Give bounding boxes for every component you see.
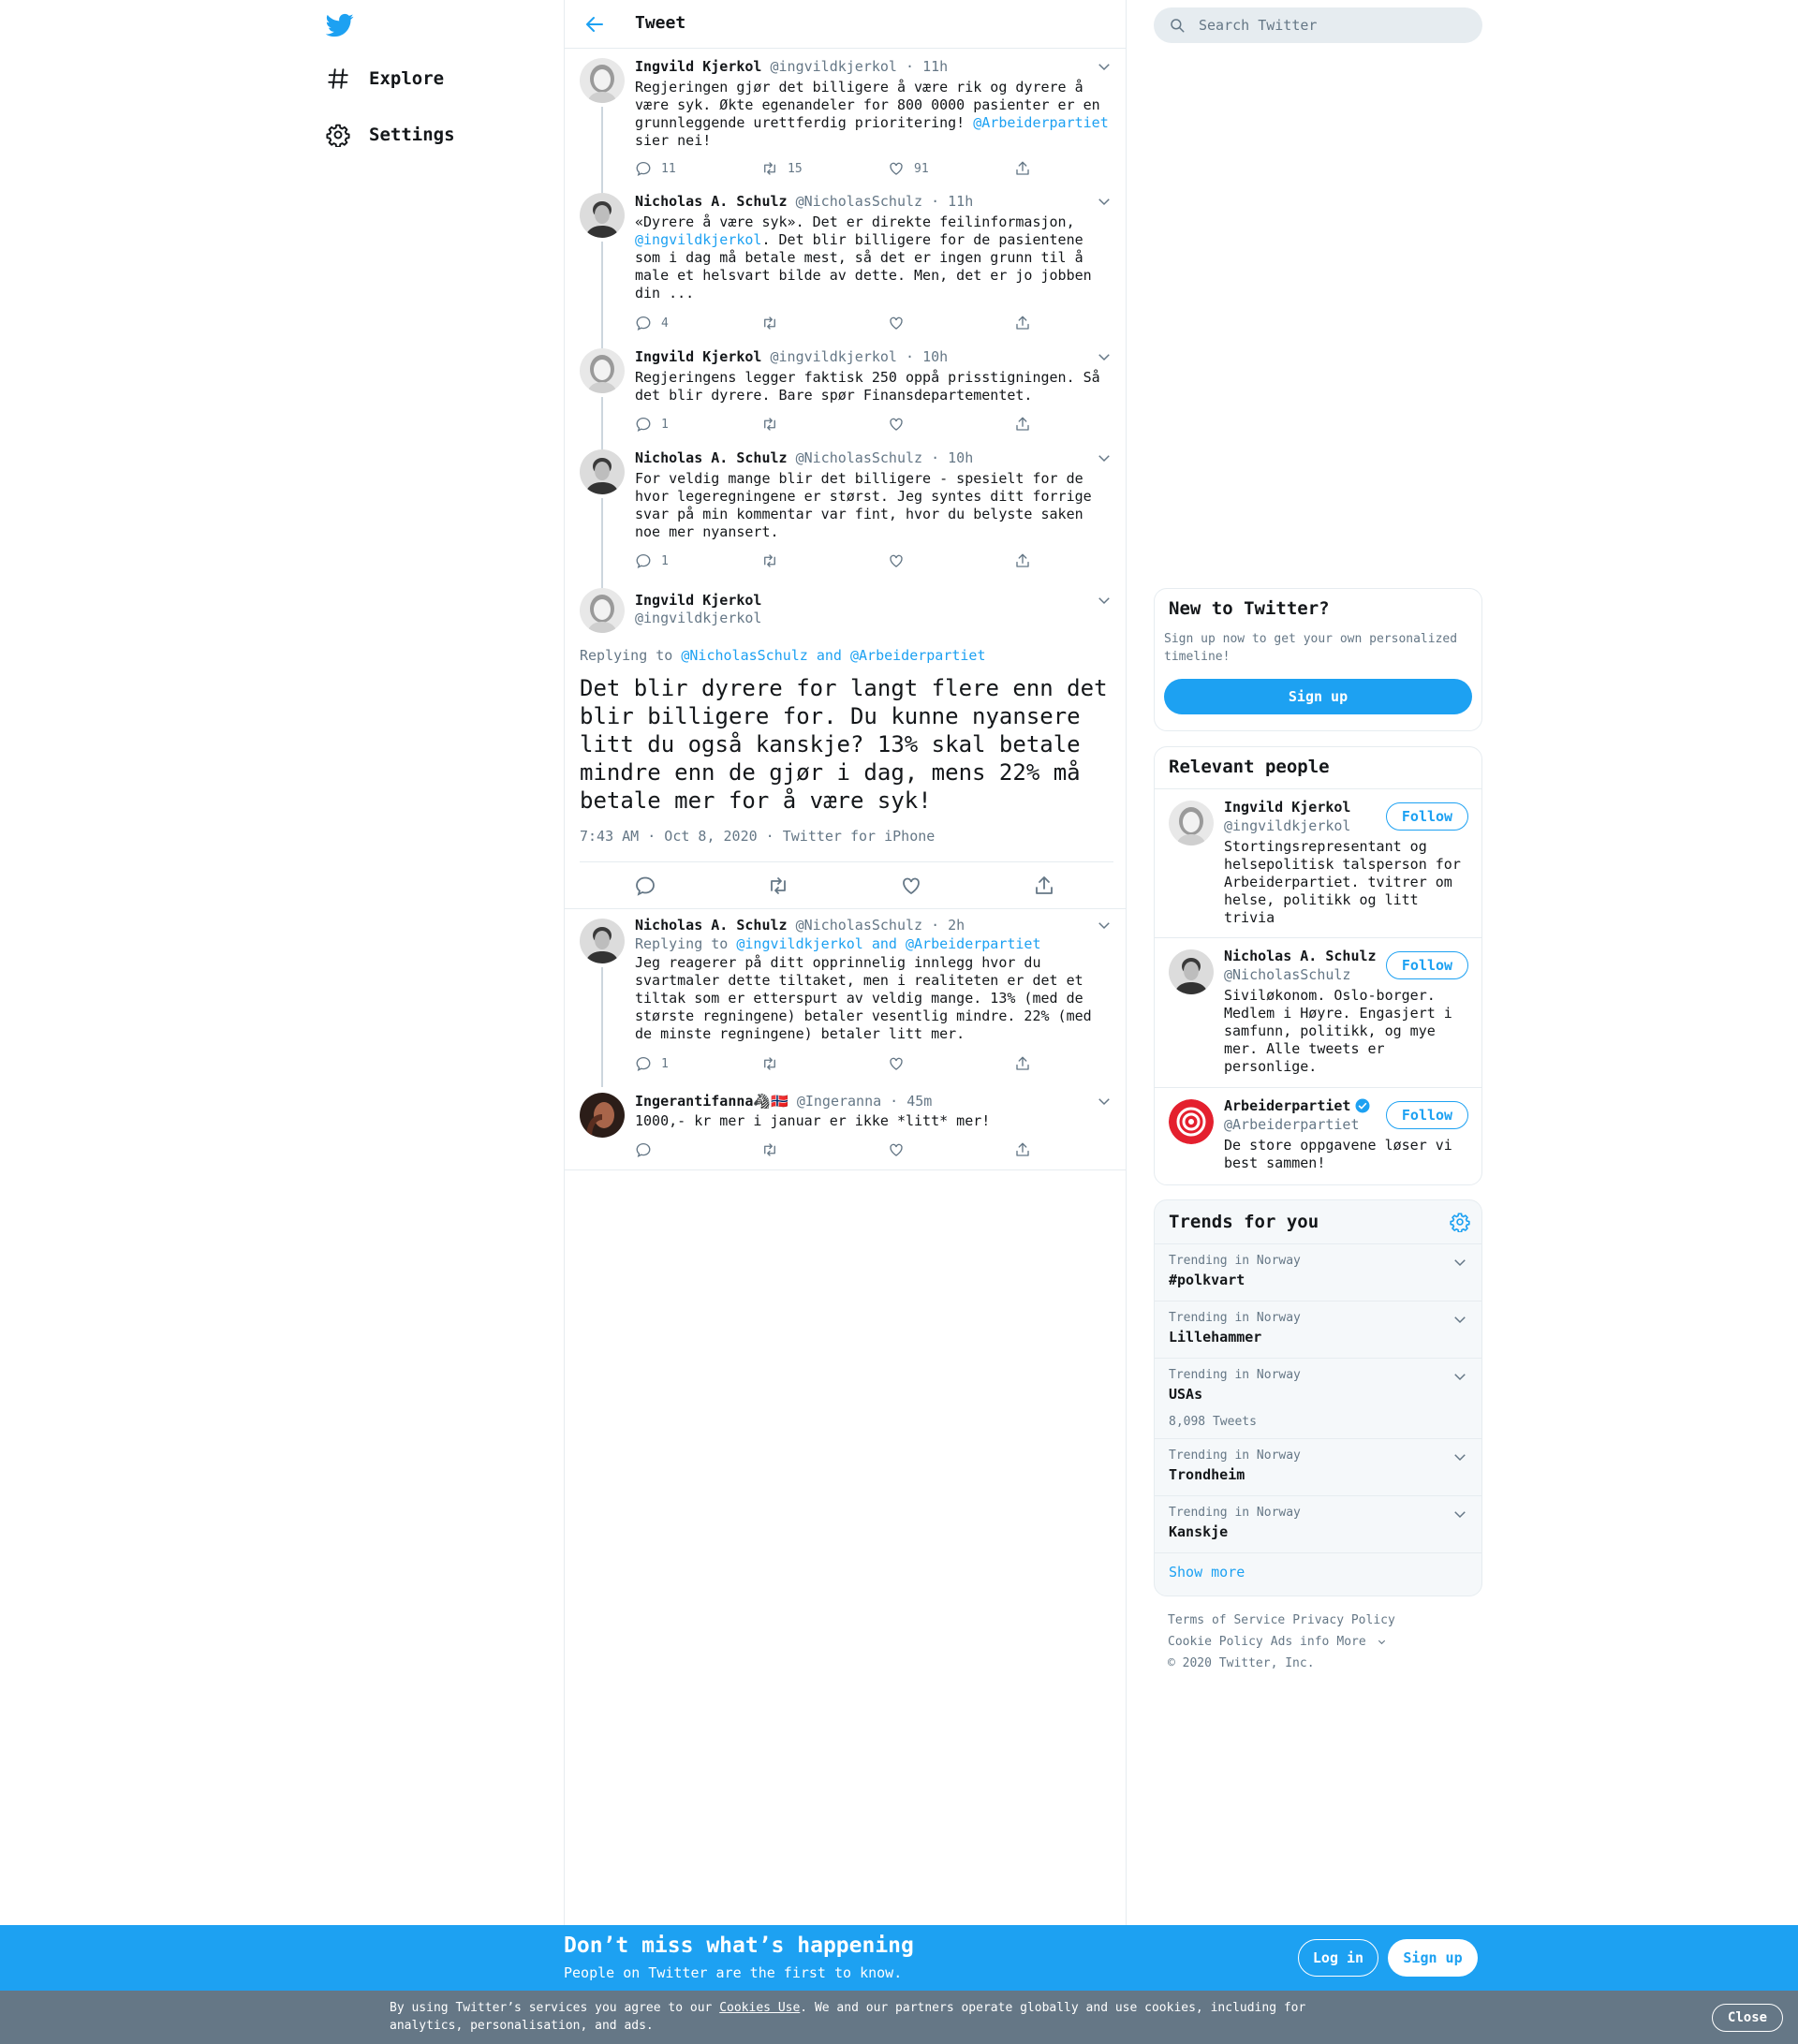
reply-tweet[interactable] <box>565 909 1126 1087</box>
focused-tweet-actions <box>580 861 1113 908</box>
cookie-consent-bar <box>0 1991 1798 2044</box>
card-title: Relevant people <box>1169 757 1330 777</box>
like-button[interactable] <box>888 416 905 433</box>
avatar[interactable] <box>1169 801 1214 846</box>
sign-up-button[interactable]: Sign up <box>1164 679 1472 714</box>
retweet-button[interactable] <box>761 416 778 433</box>
nav-explore-label: Explore <box>369 68 445 89</box>
heart-icon <box>888 160 905 177</box>
like-button[interactable] <box>888 315 905 331</box>
show-more-link[interactable]: Show more <box>1169 1564 1245 1581</box>
footer-link-cookie[interactable]: Cookie Policy <box>1168 1635 1263 1649</box>
focused-tweet-text: Det blir dyrere for langt flere enn det blir billigere for. Du kunne nyansere litt du også kanskje? 13% skal betale mindre enn de gjør i dag, mens 22% må betale mer for å være syk! <box>580 675 1108 814</box>
retweet-button[interactable] <box>761 315 778 331</box>
gear-icon[interactable] <box>1450 1212 1470 1232</box>
tweet-time[interactable]: 10h <box>922 348 949 365</box>
person-name[interactable]: Nicholas A. Schulz <box>1224 948 1377 964</box>
replying-to: Replying to @ingvildkjerkol and @Arbeiderpartiet <box>635 935 1041 952</box>
cookie-text: By using Twitter’s services you agree to our Cookies Use. We and our partners operate globally and use cookies, including for analytics, personalisation, and ads. <box>390 2001 1306 2033</box>
tweet-text: «Dyrere å være syk». Det er direkte feilinformasjon, @ingvildkjerkol. Det blir billigere for de pasientene som i dag må betale mest, så det er ingen grunn til å male et helsvart bilde av dette. Men, det er jo jobben din ... <box>635 213 1100 301</box>
mention-link[interactable]: @Arbeiderpartiet <box>906 935 1041 952</box>
tweet-time[interactable]: 11h <box>948 193 974 210</box>
author-handle[interactable]: @NicholasSchulz <box>795 449 923 466</box>
card-subtitle: Sign up now to get your own personalized timeline! <box>1164 632 1458 664</box>
tweet-timestamp: 7:43 AM · Oct 8, 2020 · Twitter for iPhone <box>580 828 936 845</box>
author-handle[interactable]: @ingvildkjerkol <box>635 610 762 626</box>
trend-name: USAs <box>1169 1386 1203 1403</box>
thread-connector <box>601 498 603 579</box>
author-name[interactable]: Ingerantifanna🦓🇳🇴 <box>635 1093 788 1110</box>
reply-button[interactable]: 11 <box>635 160 676 177</box>
author-handle[interactable]: @Ingeranna <box>796 1093 882 1110</box>
trend-item[interactable] <box>1155 1301 1481 1358</box>
copyright: © 2020 Twitter, Inc. <box>1168 1656 1315 1670</box>
heart-icon <box>888 1141 905 1158</box>
tweet-time[interactable]: 10h <box>948 449 974 466</box>
share-button[interactable] <box>1014 1141 1031 1158</box>
reply-icon <box>635 315 652 331</box>
author-handle[interactable]: @NicholasSchulz <box>795 917 923 934</box>
reply-icon <box>635 1141 652 1158</box>
search-icon <box>1169 17 1186 34</box>
trend-item[interactable] <box>1155 1358 1481 1438</box>
signup-prompt-bar <box>0 1925 1798 1991</box>
like-button[interactable] <box>888 1055 905 1072</box>
main-header <box>565 0 1126 49</box>
trend-item[interactable] <box>1155 1495 1481 1552</box>
tweet-source: Twitter for iPhone <box>782 828 936 845</box>
person-name[interactable]: Ingvild Kjerkol <box>1224 799 1351 816</box>
tweet-actions <box>635 1141 1038 1160</box>
replying-to: Replying to @NicholasSchulz and @Arbeiderpartiet <box>580 647 986 664</box>
share-button[interactable] <box>1014 552 1031 569</box>
share-icon <box>1014 552 1031 569</box>
avatar[interactable] <box>580 919 625 963</box>
heart-icon <box>888 416 905 433</box>
author-handle[interactable]: @NicholasSchulz <box>795 193 923 210</box>
tweet-actions <box>635 416 1038 434</box>
trend-context: Trending in Norway <box>1169 1506 1301 1520</box>
gear-icon <box>326 123 350 147</box>
chevron-down-icon[interactable] <box>1452 1506 1468 1522</box>
trend-item[interactable] <box>1155 1438 1481 1495</box>
tweet-actions <box>635 315 1038 333</box>
person-handle[interactable]: @Arbeiderpartiet <box>1224 1116 1360 1133</box>
trend-item[interactable] <box>1155 1243 1481 1301</box>
tweet-header: Ingvild Kjerkol @ingvildkjerkol · 11h <box>635 58 949 75</box>
footer-link-terms[interactable]: Terms of Service <box>1168 1613 1286 1627</box>
chevron-down-icon[interactable] <box>1452 1254 1468 1271</box>
share-button[interactable] <box>1014 1055 1031 1072</box>
card-title: New to Twitter? <box>1169 598 1330 619</box>
card-title: Trends for you <box>1169 1212 1319 1232</box>
search-input[interactable] <box>1199 7 1470 43</box>
chevron-down-icon[interactable] <box>1096 348 1113 365</box>
retweet-button[interactable]: 15 <box>761 160 803 177</box>
author-name[interactable]: Ingvild Kjerkol <box>635 348 762 365</box>
reply-icon[interactable] <box>634 875 656 897</box>
tweet-time[interactable]: 7:43 AM · Oct 8, 2020 <box>580 828 758 845</box>
chevron-down-icon[interactable] <box>1096 592 1113 609</box>
new-to-twitter-card <box>1154 588 1482 731</box>
reply-button[interactable]: 4 <box>635 315 669 331</box>
tweet-text: Regjeringens legger faktisk 250 oppå prisstigningen. Så det blir dyrere. Bare spør Finansdepartementet. <box>635 369 1109 404</box>
follow-button[interactable]: Follow <box>1386 802 1468 831</box>
share-icon <box>1014 160 1031 177</box>
avatar[interactable] <box>580 449 625 494</box>
reply-button[interactable]: 1 <box>635 416 669 433</box>
chevron-down-icon[interactable] <box>1452 1448 1468 1465</box>
trend-name: Trondheim <box>1169 1466 1245 1483</box>
avatar[interactable] <box>580 1093 625 1138</box>
trend-context: Trending in Norway <box>1169 1368 1301 1382</box>
thread-connector <box>601 397 603 440</box>
mention-link[interactable]: @ingvildkjerkol <box>736 935 863 952</box>
retweet-icon <box>761 1141 778 1158</box>
chevron-down-icon[interactable] <box>1096 449 1113 466</box>
avatar[interactable] <box>580 58 625 103</box>
share-button[interactable] <box>1014 160 1031 177</box>
retweet-icon <box>761 1055 778 1072</box>
share-icon <box>1014 1141 1031 1158</box>
tweet-actions <box>635 160 1038 179</box>
prompt-title: Don’t miss what’s happening <box>564 1934 914 1958</box>
thread-tweet[interactable] <box>565 184 1126 339</box>
chevron-down-icon[interactable] <box>1096 58 1113 75</box>
retweet-button[interactable] <box>761 1141 778 1158</box>
avatar[interactable] <box>580 348 625 393</box>
person-handle[interactable]: @ingvildkjerkol <box>1224 817 1351 834</box>
share-button[interactable] <box>1014 315 1031 331</box>
tweet-text: Regjeringen gjør det billigere å være rik og dyrere å være syk. Økte egenandeler for 800 0000 pasienter er en grunnleggende urettferdig prioritering! @Arbeiderpartiet sier nei! <box>635 79 1117 149</box>
tweet-header: Nicholas A. Schulz @NicholasSchulz · 10h <box>635 449 974 466</box>
author-handle[interactable]: @ingvildkjerkol <box>770 348 897 365</box>
person-bio: Siviløkonom. Oslo-borger. Medlem i Høyre. Engasjert i samfunn, politikk, og mye mer. Alle tweets er personlige. <box>1224 987 1452 1075</box>
follow-button[interactable]: Follow <box>1386 951 1468 979</box>
author-name[interactable]: Nicholas A. Schulz <box>635 449 788 466</box>
twitter-bird-icon[interactable] <box>326 11 354 39</box>
chevron-down-icon[interactable] <box>1096 193 1113 210</box>
share-button[interactable] <box>1014 416 1031 433</box>
person-item[interactable] <box>1155 788 1481 937</box>
chevron-down-icon <box>1377 1637 1387 1647</box>
share-icon <box>1014 315 1031 331</box>
trend-name: Lillehammer <box>1169 1329 1262 1346</box>
person-bio: De store oppgavene løser vi best sammen! <box>1224 1137 1452 1171</box>
retweet-icon <box>761 552 778 569</box>
sign-up-button[interactable]: Sign up <box>1388 1939 1478 1977</box>
author-name[interactable]: Ingvild Kjerkol <box>635 58 762 75</box>
heart-icon <box>888 315 905 331</box>
mention-link[interactable]: @NicholasSchulz <box>681 647 808 664</box>
reply-button[interactable]: 1 <box>635 1055 669 1072</box>
heart-icon <box>888 552 905 569</box>
trend-context: Trending in Norway <box>1169 1311 1301 1325</box>
avatar[interactable] <box>580 193 625 238</box>
tweet-text: 1000,- kr mer i januar er ikke *litt* mer! <box>635 1112 991 1129</box>
tweet-text: Jeg reagerer på ditt opprinnelig innlegg hvor du svartmaler dette tiltaket, men i realiteten er det et tiltak som er etterspurt av veldig mange. 13% (med de største regningene) betaler vesentlig mindre. 22% (med de minste regningene) betaler litt mer. <box>635 954 1100 1042</box>
back-arrow-icon[interactable] <box>583 13 606 36</box>
avatar[interactable] <box>1169 1099 1214 1144</box>
nav-explore[interactable] <box>326 60 444 97</box>
page-title: Tweet <box>635 13 686 33</box>
reply-icon <box>635 552 652 569</box>
tweet-actions <box>635 1055 1038 1074</box>
retweet-icon <box>761 416 778 433</box>
footer-link-more[interactable]: More <box>1336 1635 1386 1649</box>
person-name[interactable]: Arbeiderpartiet <box>1224 1097 1371 1114</box>
heart-icon[interactable] <box>900 875 922 897</box>
chevron-down-icon[interactable] <box>1096 1093 1113 1110</box>
thread-tweet[interactable] <box>565 49 1126 184</box>
reply-button[interactable] <box>635 1141 652 1158</box>
person-item[interactable] <box>1155 937 1481 1087</box>
share-icon[interactable] <box>1033 875 1055 897</box>
trends-card <box>1154 1199 1482 1596</box>
thread-tweet[interactable] <box>565 440 1126 579</box>
tweet-actions <box>635 552 1038 571</box>
relevant-people-card <box>1154 746 1482 1185</box>
reply-button[interactable]: 1 <box>635 552 669 569</box>
like-button[interactable] <box>888 1141 905 1158</box>
nav-settings-label: Settings <box>369 125 455 145</box>
retweet-icon <box>761 160 778 177</box>
close-button[interactable]: Close <box>1712 2004 1783 2032</box>
footer-links <box>1168 1610 1477 1674</box>
reply-icon <box>635 160 652 177</box>
search-box[interactable] <box>1154 7 1482 43</box>
follow-button[interactable]: Follow <box>1386 1101 1468 1129</box>
mention-link[interactable]: @Arbeiderpartiet <box>850 647 986 664</box>
chevron-down-icon[interactable] <box>1452 1368 1468 1385</box>
thread-connector <box>601 242 603 339</box>
footer-link-privacy[interactable]: Privacy Policy <box>1292 1613 1395 1627</box>
trend-context: Trending in Norway <box>1169 1448 1301 1463</box>
thread-connector <box>601 107 603 184</box>
focused-tweet <box>565 579 1126 908</box>
mention-link[interactable]: @ingvildkjerkol <box>635 231 762 248</box>
tweet-time[interactable]: 45m <box>906 1093 933 1110</box>
hashtag-icon <box>326 66 350 91</box>
prompt-subtitle: People on Twitter are the first to know. <box>564 1964 903 1981</box>
main-column <box>564 0 1127 1925</box>
tweet-header: Nicholas A. Schulz @NicholasSchulz · 2h <box>635 917 965 934</box>
like-button[interactable] <box>888 552 905 569</box>
avatar[interactable] <box>580 588 625 633</box>
tweet-time[interactable]: 2h <box>948 917 965 934</box>
footer-link-ads[interactable]: Ads info <box>1270 1635 1330 1649</box>
log-in-button[interactable]: Log in <box>1298 1939 1378 1977</box>
nav-settings[interactable] <box>326 116 455 154</box>
tweet-text: For veldig mange blir det billigere - spesielt for de hvor legeregningene er størst. Jeg syntes ditt forrige svar på min kommentar var fint, hvor du belyste saken noe mer nyansert. <box>635 470 1100 540</box>
trend-context: Trending in Norway <box>1169 1254 1301 1268</box>
trend-name: Kanskje <box>1169 1523 1229 1540</box>
author-name[interactable]: Ingvild Kjerkol <box>635 592 762 609</box>
tweet-header: Nicholas A. Schulz @NicholasSchulz · 11h <box>635 193 974 210</box>
mention-link[interactable]: @Arbeiderpartiet <box>973 114 1109 131</box>
like-button[interactable]: 91 <box>888 160 929 177</box>
tweet-time[interactable]: 11h <box>922 58 949 75</box>
retweet-button[interactable] <box>761 552 778 569</box>
reply-tweet[interactable] <box>565 1087 1126 1169</box>
rose-logo-icon <box>1169 1099 1214 1144</box>
chevron-down-icon[interactable] <box>1452 1311 1468 1328</box>
person-item[interactable] <box>1155 1087 1481 1185</box>
avatar[interactable] <box>1169 949 1214 994</box>
cookies-use-link[interactable]: Cookies Use <box>719 2001 801 2015</box>
verified-badge-icon <box>1354 1097 1371 1114</box>
chevron-down-icon[interactable] <box>1096 917 1113 934</box>
tweet-header: Ingerantifanna🦓🇳🇴 @Ingeranna · 45m <box>635 1093 933 1110</box>
retweet-icon[interactable] <box>767 875 789 897</box>
share-icon <box>1014 1055 1031 1072</box>
thread-connector <box>601 967 603 1087</box>
reply-icon <box>635 1055 652 1072</box>
author-handle[interactable]: @ingvildkjerkol <box>770 58 897 75</box>
person-bio: Stortingsrepresentant og helsepolitisk talsperson for Arbeiderpartiet. tvitrer om helse, politikk og litt trivia <box>1224 838 1461 926</box>
thread-tweet[interactable] <box>565 339 1126 440</box>
retweet-icon <box>761 315 778 331</box>
trend-tweet-count: 8,098 Tweets <box>1169 1415 1257 1429</box>
reply-icon <box>635 416 652 433</box>
trend-name: #polkvart <box>1169 1272 1245 1288</box>
person-handle[interactable]: @NicholasSchulz <box>1224 966 1351 983</box>
share-icon <box>1014 416 1031 433</box>
author-name[interactable]: Nicholas A. Schulz <box>635 917 788 934</box>
heart-icon <box>888 1055 905 1072</box>
retweet-button[interactable] <box>761 1055 778 1072</box>
author-name[interactable]: Nicholas A. Schulz <box>635 193 788 210</box>
tweet-header: Ingvild Kjerkol @ingvildkjerkol · 10h <box>635 348 949 365</box>
